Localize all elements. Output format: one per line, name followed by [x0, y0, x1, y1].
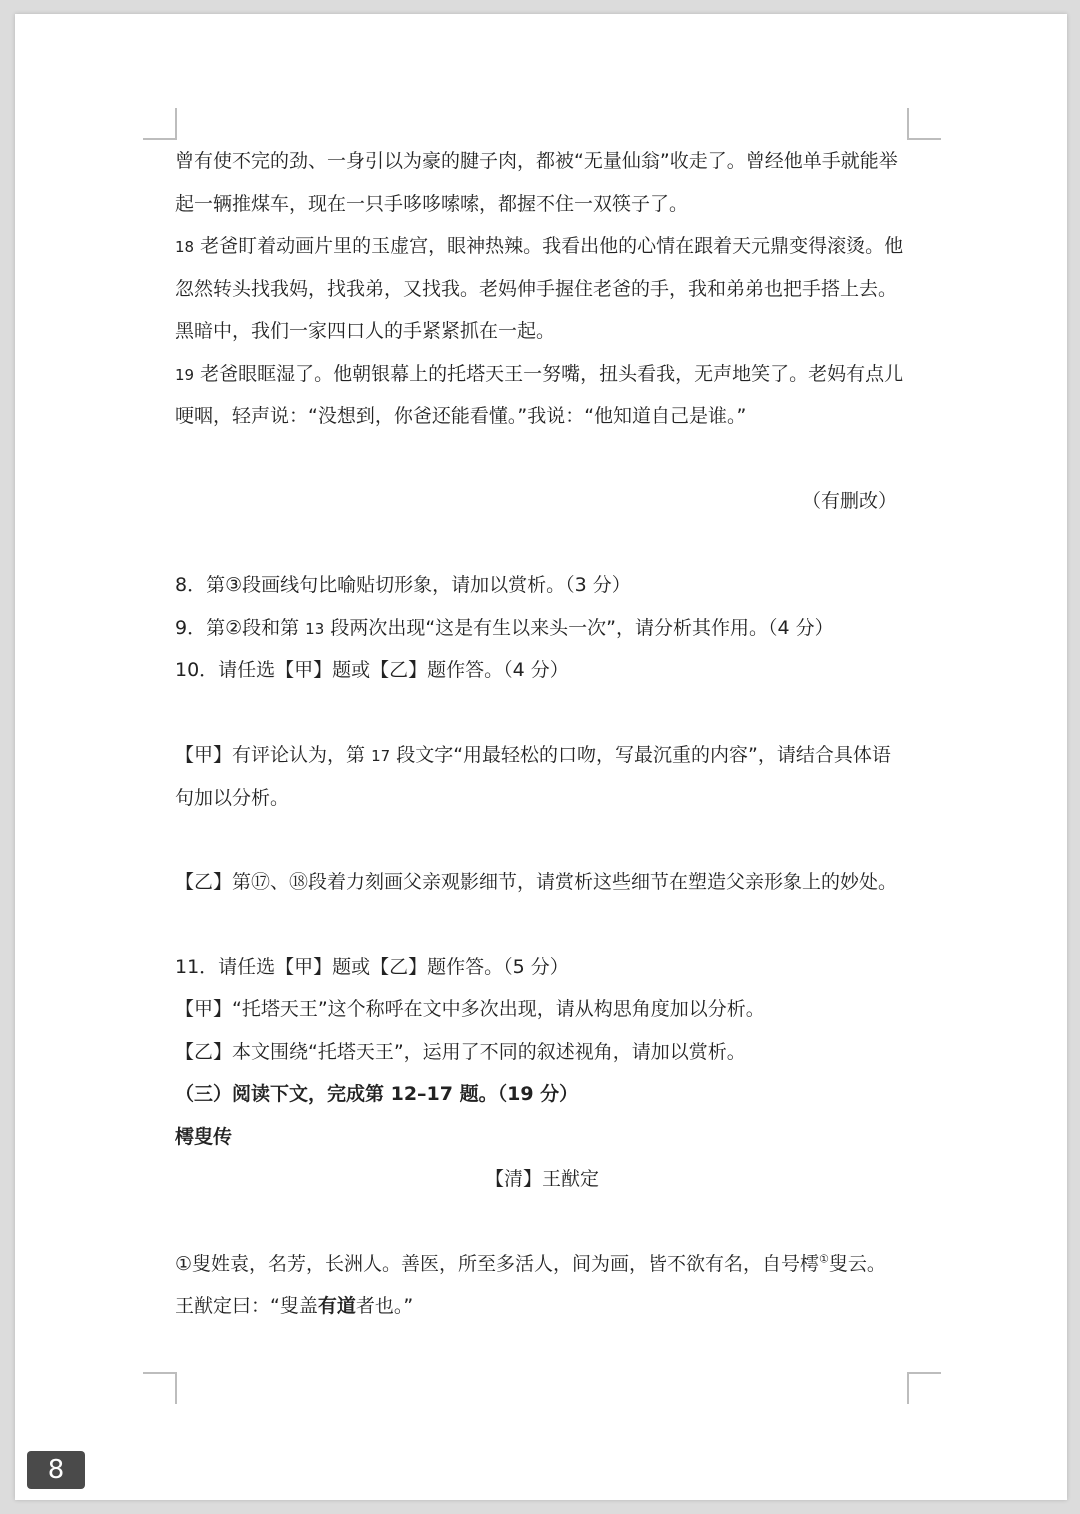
crop-mark-bottom-right — [907, 1372, 941, 1404]
edit-note: （有删改） — [801, 490, 897, 512]
paragraph-number: 19 — [175, 366, 195, 384]
classical-text: 者也。” — [355, 1295, 414, 1317]
question-11: 11．请任选【甲】题或【乙】题作答。（5 分） — [175, 956, 569, 978]
article-author: 【清】王猷定 — [485, 1168, 600, 1190]
crop-mark-top-left — [143, 108, 177, 140]
article-title: 樗叟传 — [175, 1126, 233, 1148]
question-11-yi: 【乙】本文围绕“托塔天王”，运用了不同的叙述视角，请加以赏析。 — [175, 1041, 746, 1063]
passage-line: 起一辆推煤车，现在一只手哆哆嗦嗦，都握不住一双筷子了。 — [175, 193, 689, 215]
paragraph-number: 17 — [371, 747, 391, 765]
classical-text-line — [175, 1251, 886, 1277]
classical-text: 叟云。 — [828, 1253, 886, 1275]
classical-text: ①叟姓袁，名芳，长洲人。善医，所至多活人，间为画，皆不欲有名，自号樗 — [175, 1253, 820, 1275]
emphasized-text: 有道 — [317, 1295, 356, 1317]
paragraph-number: 13 — [305, 620, 325, 638]
passage-line: 哽咽，轻声说：“没想到，你爸还能看懂。”我说：“他知道自己是谁。” — [175, 405, 747, 427]
page-number-badge: 8 — [27, 1451, 85, 1489]
passage-line: 曾有使不完的劲、一身引以为豪的腱子肉，都被“无量仙翁”收走了。曾经他单手就能举 — [175, 150, 898, 172]
crop-mark-bottom-left — [143, 1372, 177, 1404]
classical-text: 王猷定曰：“叟盖 — [175, 1295, 318, 1317]
classical-text-line — [175, 1293, 413, 1319]
question-8: 8．第③段画线句比喻贴切形象，请加以赏析。（3 分） — [175, 574, 631, 596]
question-10: 10．请任选【甲】题或【乙】题作答。（4 分） — [175, 659, 569, 681]
question-text: 段两次出现“这是有生以来头一次”，请分析其作用。（4 分） — [330, 617, 834, 639]
passage-line: 黑暗中，我们一家四口人的手紧紧抓在一起。 — [175, 320, 556, 342]
crop-mark-top-right — [907, 108, 941, 140]
question-text: 【甲】有评论认为，第 — [175, 744, 366, 766]
paragraph-18-line — [175, 233, 903, 260]
passage-line: 忽然转头找我妈，找我弟，又找我。老妈伸手握住老爸的手，我和弟弟也把手搭上去。 — [175, 278, 898, 300]
paragraph-number: 18 — [175, 238, 195, 256]
question-text: 段文字“用最轻松的口吻，写最沉重的内容”，请结合具体语 — [396, 744, 891, 766]
question-text: 9．第②段和第 — [175, 617, 300, 639]
paragraph-text: 老爸盯着动画片里的玉虚宫，眼神热辣。我看出他的心情在跟着天元鼎变得滚烫。他 — [200, 235, 904, 257]
footnote-marker: ① — [819, 1252, 829, 1266]
question-10-yi: 【乙】第⑰、⑱段着力刻画父亲观影细节，请赏析这些细节在塑造父亲形象上的妙处。 — [175, 871, 898, 893]
document-page — [15, 14, 1067, 1500]
section-heading: （三）阅读下文，完成第 12–17 题。（19 分） — [175, 1083, 579, 1105]
question-10-jia-cont: 句加以分析。 — [175, 787, 290, 809]
question-11-jia: 【甲】“托塔天王”这个称呼在文中多次出现，请从构思角度加以分析。 — [175, 998, 765, 1020]
question-10-jia — [175, 742, 891, 769]
paragraph-text: 老爸眼眶湿了。他朝银幕上的托塔天王一努嘴，扭头看我，无声地笑了。老妈有点儿 — [200, 363, 904, 385]
question-9 — [175, 615, 834, 642]
paragraph-19-line — [175, 361, 903, 388]
